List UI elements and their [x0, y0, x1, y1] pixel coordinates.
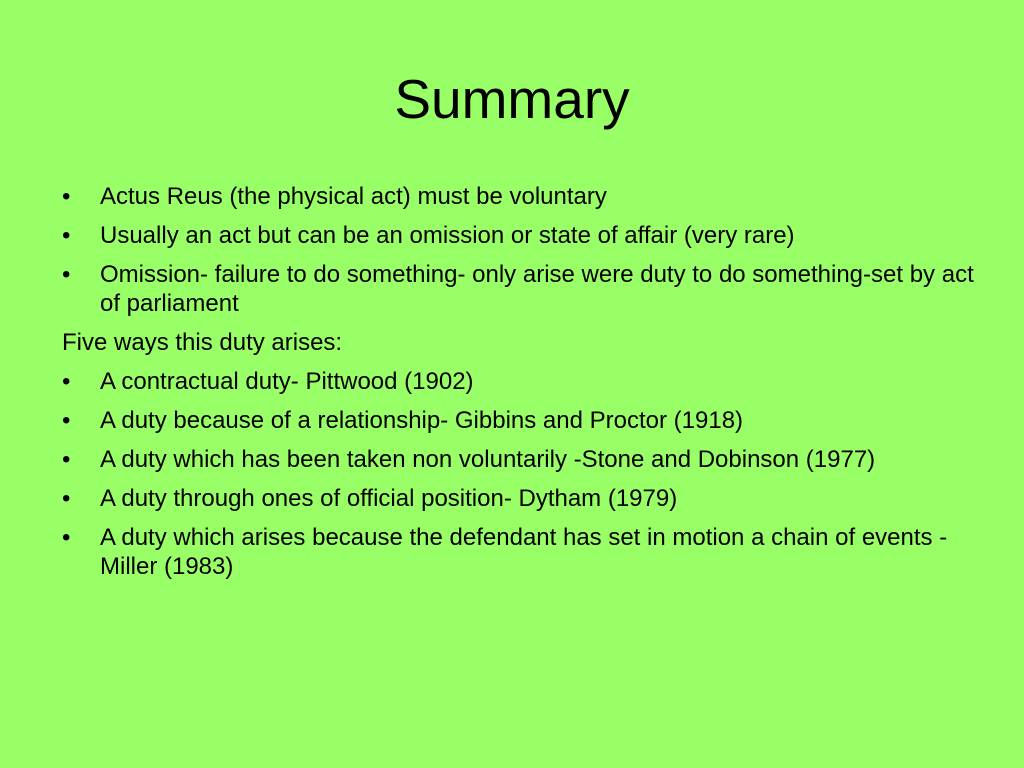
bullet-item: • A duty which has been taken non voluntarily -Stone and Dobinson (1977) — [62, 445, 992, 474]
slide-title: Summary — [394, 68, 630, 130]
bullet-item: • Usually an act but can be an omission or state of affair (very rare) — [62, 221, 992, 250]
bullet-item: • A duty through ones of official position- Dytham (1979) — [62, 484, 992, 513]
bullet-item: • A duty because of a relationship- Gibbins and Proctor (1918) — [62, 406, 992, 435]
bullet-item: • Actus Reus (the physical act) must be voluntary — [62, 182, 992, 211]
slide-body — [62, 182, 992, 591]
bullet-item: • A contractual duty- Pittwood (1902) — [62, 367, 992, 396]
bullet-item: • A duty which arises because the defendant has set in motion a chain of events -Miller (1983) — [62, 523, 992, 581]
bullet-item: • Omission- failure to do something- only arise were duty to do something-set by act of parliament — [62, 260, 992, 318]
subheading: Five ways this duty arises: — [62, 329, 343, 356]
